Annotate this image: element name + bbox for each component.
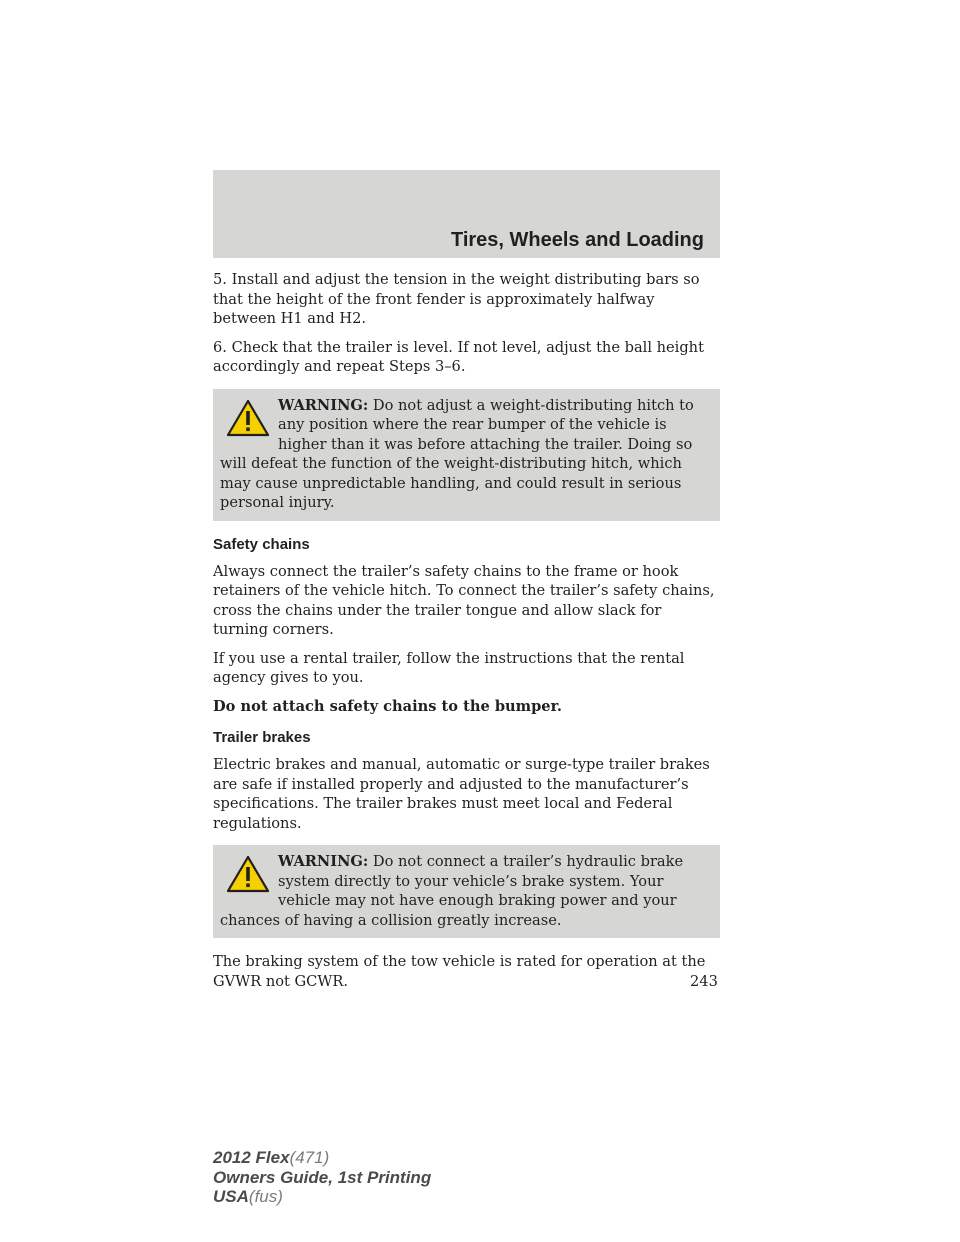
heading-safety-chains: Safety chains (213, 535, 310, 553)
footer-line-1 (213, 1148, 431, 1168)
section-header-band (213, 170, 720, 258)
page-content (213, 270, 720, 1000)
warning-box-brakes (213, 845, 720, 938)
footer-imprint (213, 1148, 431, 1207)
footer-market: USA (213, 1187, 249, 1206)
warning-box-hitch (213, 389, 720, 521)
footer-line-3 (213, 1187, 431, 1207)
step-6: 6. Check that the trailer is level. If not level, adjust the ball height accordingly and repeat Steps 3–6. (213, 338, 704, 375)
section-title: Tires, Wheels and Loading (450, 229, 704, 251)
safety-chains-para-1: Always connect the trailer’s safety chains to the frame or hook retainers of the vehicle hitch. To connect the trailer’s safety chains, cross the chains under the trailer tongue and allow slack for turning corners. (213, 562, 715, 638)
warning-triangle-icon (226, 399, 270, 437)
safety-chains-bold-note: Do not attach safety chains to the bumper. (213, 697, 562, 715)
warning-label: WARNING: (278, 853, 369, 870)
page-number: 243 (690, 973, 718, 990)
step-5: 5. Install and adjust the tension in the weight distributing bars so that the height of the front fender is approximately halfway between H1 and H2. (213, 271, 700, 327)
warning-label: WARNING: (278, 396, 369, 414)
footer-line-2: Owners Guide, 1st Printing (213, 1167, 432, 1187)
footer-model: 2012 Flex (213, 1148, 290, 1167)
heading-trailer-brakes: Trailer brakes (213, 729, 311, 746)
warning-text: Do not adjust a weight-distributing hitch to any position where the rear bumper of the vehicle is higher than it was before attaching the trailer. Doing so will defeat the function of the weight-distributing hitch, which may cause unpredictable handling, and could result in serious personal injury. (220, 396, 694, 511)
safety-chains-para-2: If you use a rental trailer, follow the instructions that the rental agency gives to you. (213, 649, 685, 686)
footer-market-code: (fus) (248, 1187, 283, 1206)
trailer-brakes-para-1: Electric brakes and manual, automatic or surge-type trailer brakes are safe if installed properly and adjusted to the manufacturer’s specifications. The trailer brakes must meet local and Federal regulations. (213, 756, 710, 832)
closing-paragraph: The braking system of the tow vehicle is rated for operation at the GVWR not GCWR. (213, 953, 706, 990)
warning-text: Do not connect a trailer’s hydraulic brake system directly to your vehicle’s brake system. Your vehicle may not have enough braking power and your chances of having a collision greatly increase. (220, 853, 684, 929)
footer-model-code: (471) (289, 1148, 330, 1167)
warning-triangle-icon (226, 855, 270, 893)
